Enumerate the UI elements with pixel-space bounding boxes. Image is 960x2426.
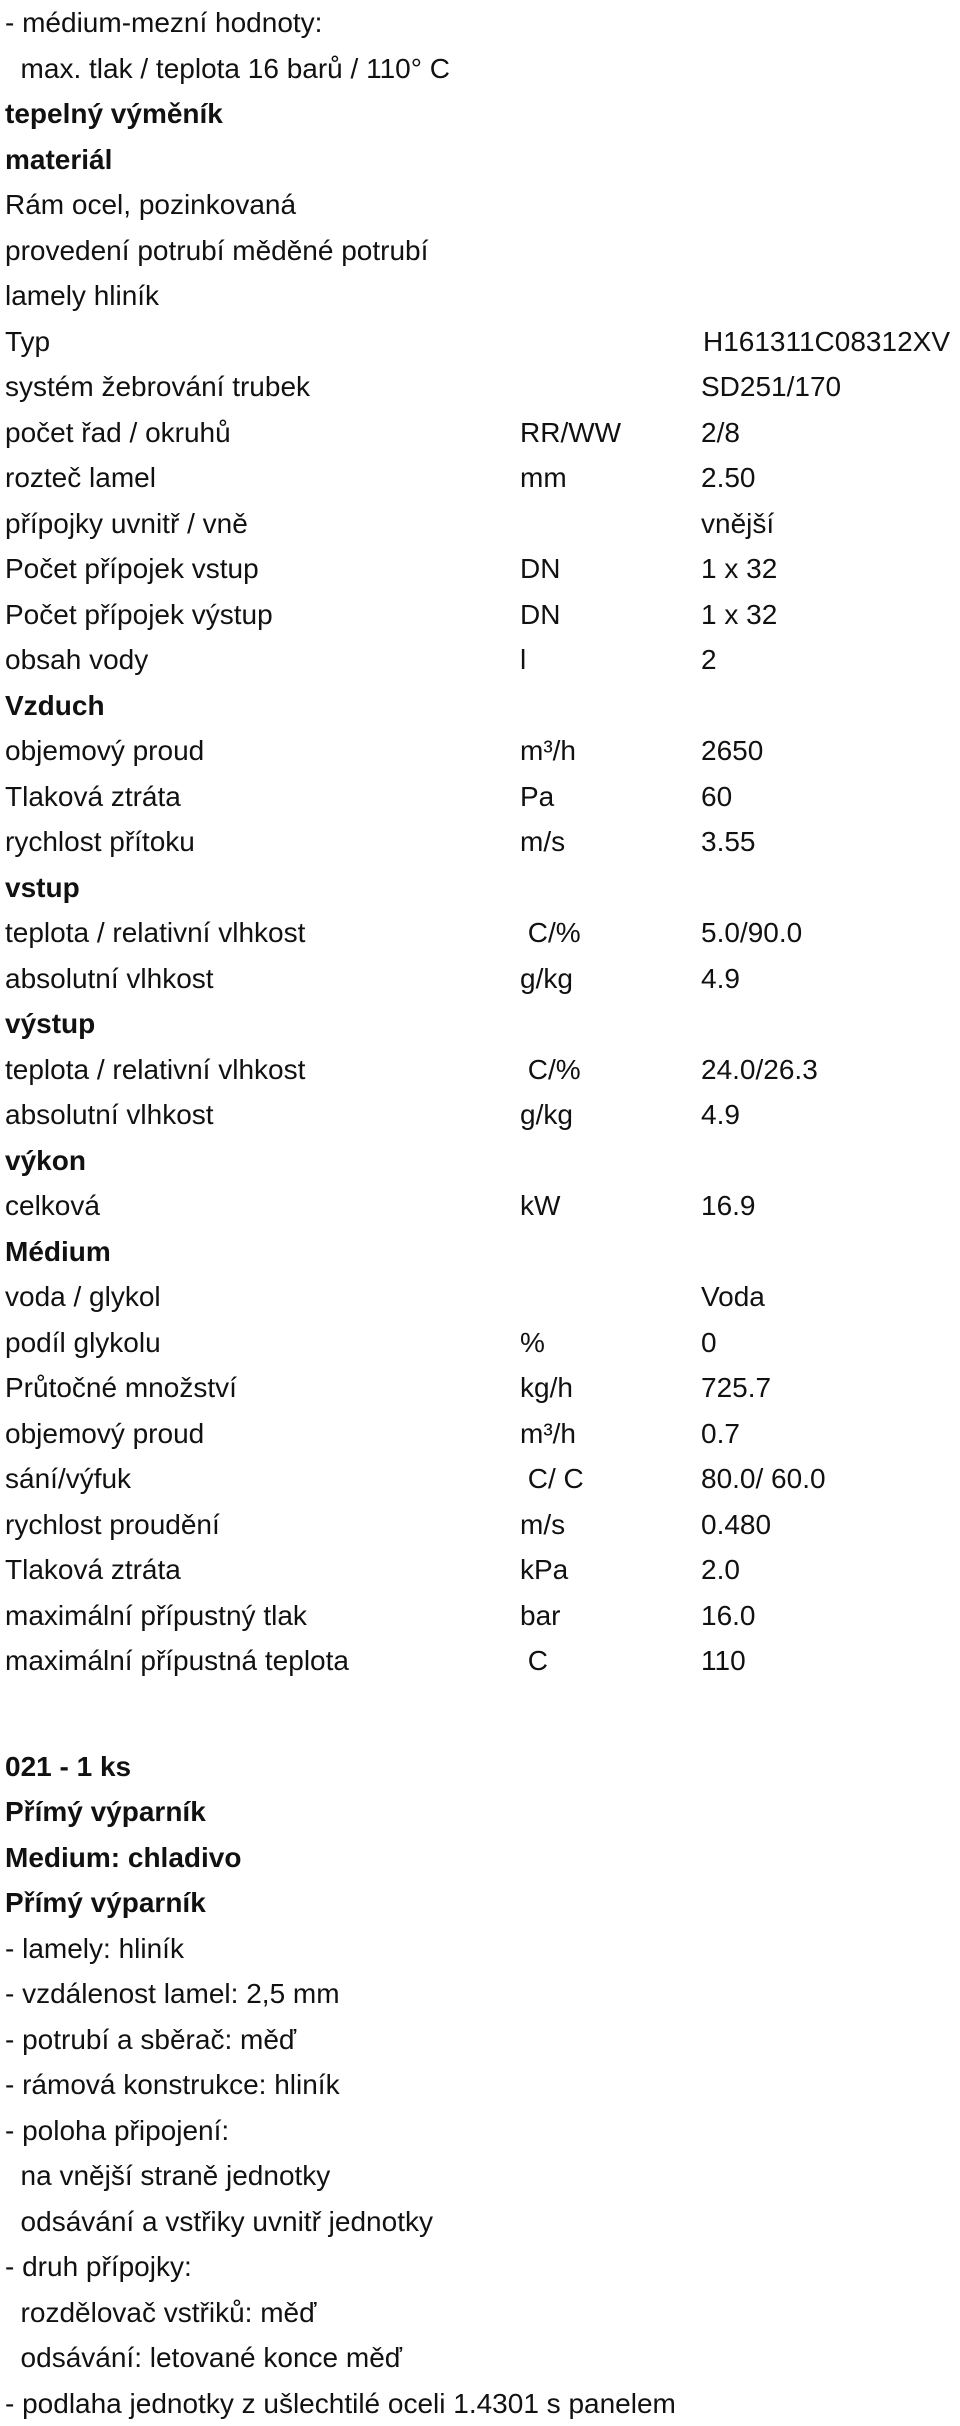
row-label: rychlost přítoku <box>5 819 195 865</box>
table-row <box>5 1638 955 1684</box>
row-value: 4.9 <box>701 1092 740 1138</box>
row-label: objemový proud <box>5 1411 204 1457</box>
row-unit: C <box>520 1638 548 1684</box>
row-unit: DN <box>520 546 560 592</box>
row-label: maximální přípustná teplota <box>5 1638 349 1684</box>
text-line: - lamely: hliník <box>5 1926 955 1972</box>
table-row <box>5 774 955 820</box>
table-row <box>5 1365 955 1411</box>
row-value: 16.0 <box>701 1593 756 1639</box>
row-unit: mm <box>520 455 567 501</box>
row-label: teplota / relativní vlhkost <box>5 1047 305 1093</box>
row-unit: kW <box>520 1183 560 1229</box>
text-line: - vzdálenost lamel: 2,5 mm <box>5 1971 955 2017</box>
row-value: 0 <box>701 1320 717 1366</box>
row-label: Počet přípojek vstup <box>5 546 259 592</box>
row-label: obsah vody <box>5 637 148 683</box>
row-unit: m/s <box>520 819 565 865</box>
row-unit: kPa <box>520 1547 568 1593</box>
row-label: rychlost proudění <box>5 1502 220 1548</box>
table-row <box>5 1092 955 1138</box>
row-unit: C/% <box>520 910 581 956</box>
row-label: vstup <box>5 865 80 911</box>
table-section-row <box>5 683 955 729</box>
section-heading: materiál <box>5 137 955 183</box>
table-section-row <box>5 1229 955 1275</box>
text-line: lamely hliník <box>5 273 955 319</box>
row-value: 2/8 <box>701 410 740 456</box>
table-row <box>5 1411 955 1457</box>
row-value: Voda <box>701 1274 765 1320</box>
row-value: 110 <box>701 1638 746 1684</box>
intro-lines <box>5 0 955 319</box>
table-section-row <box>5 1001 955 1047</box>
row-unit: g/kg <box>520 956 573 1002</box>
table-row <box>5 410 955 456</box>
row-unit: C/% <box>520 1047 581 1093</box>
row-label: systém žebrování trubek <box>5 364 310 410</box>
row-value: 2.0 <box>701 1547 740 1593</box>
document <box>5 0 955 2426</box>
row-unit: l <box>520 637 526 683</box>
row-unit: RR/WW <box>520 410 621 456</box>
row-unit: % <box>520 1320 545 1366</box>
table-row <box>5 1547 955 1593</box>
row-unit: Pa <box>520 774 554 820</box>
row-unit: C/ C <box>520 1456 584 1502</box>
row-unit: bar <box>520 1593 560 1639</box>
text-line: - poloha připojení: <box>5 2108 955 2154</box>
row-value: 80.0/ 60.0 <box>701 1456 826 1502</box>
section-gap <box>5 1684 955 1744</box>
row-label: Typ <box>5 319 50 365</box>
section-heading: tepelný výměník <box>5 91 955 137</box>
row-label: Tlaková ztráta <box>5 774 181 820</box>
text-line: na vnější straně jednotky <box>5 2153 955 2199</box>
evaporator-section <box>5 1744 955 2426</box>
row-value: 2.50 <box>701 455 756 501</box>
row-unit: m/s <box>520 1502 565 1548</box>
section-heading: Přímý výparník <box>5 1789 955 1835</box>
table-row <box>5 319 955 365</box>
row-value: 725.7 <box>701 1365 771 1411</box>
table-row <box>5 501 955 547</box>
row-value: 2 <box>701 637 717 683</box>
table-row <box>5 1047 955 1093</box>
row-label: absolutní vlhkost <box>5 956 214 1002</box>
row-label: výstup <box>5 1001 95 1047</box>
table-row <box>5 364 955 410</box>
row-value: 0.7 <box>701 1411 740 1457</box>
row-label: výkon <box>5 1138 86 1184</box>
table-row <box>5 1183 955 1229</box>
table-row <box>5 956 955 1002</box>
text-line: - médium-mezní hodnoty: <box>5 0 955 46</box>
table-row <box>5 1274 955 1320</box>
text-line: rozdělovač vstřiků: měď <box>5 2290 955 2336</box>
row-value: 1 x 32 <box>701 546 777 592</box>
text-line: - podlaha jednotky z ušlechtilé oceli 1.4301 s panelem <box>5 2381 955 2426</box>
row-label: celková <box>5 1183 100 1229</box>
row-value: 24.0/26.3 <box>701 1047 818 1093</box>
table-row <box>5 592 955 638</box>
row-unit: m³/h <box>520 728 576 774</box>
row-label: absolutní vlhkost <box>5 1092 214 1138</box>
table-row <box>5 910 955 956</box>
row-label: Médium <box>5 1229 111 1275</box>
row-unit: g/kg <box>520 1092 573 1138</box>
row-unit: DN <box>520 592 560 638</box>
section-heading: 021 - 1 ks <box>5 1744 955 1790</box>
row-value: 2650 <box>701 728 763 774</box>
text-line: - druh přípojky: <box>5 2244 955 2290</box>
table-row <box>5 1456 955 1502</box>
table-row <box>5 1320 955 1366</box>
section-heading: Medium: chladivo <box>5 1835 955 1881</box>
row-label: objemový proud <box>5 728 204 774</box>
row-value: H161311C08312XV <box>703 319 950 365</box>
text-line: max. tlak / teplota 16 barů / 110° C <box>5 46 955 92</box>
text-line: Rám ocel, pozinkovaná <box>5 182 955 228</box>
row-label: podíl glykolu <box>5 1320 161 1366</box>
row-label: Počet přípojek výstup <box>5 592 273 638</box>
table-section-row <box>5 865 955 911</box>
table-row <box>5 546 955 592</box>
row-label: teplota / relativní vlhkost <box>5 910 305 956</box>
row-label: voda / glykol <box>5 1274 161 1320</box>
row-value: vnější <box>701 501 774 547</box>
row-unit: m³/h <box>520 1411 576 1457</box>
table-row <box>5 728 955 774</box>
row-value: 3.55 <box>701 819 756 865</box>
row-label: Tlaková ztráta <box>5 1547 181 1593</box>
text-line: - rámová konstrukce: hliník <box>5 2062 955 2108</box>
row-value: 60 <box>701 774 732 820</box>
row-label: sání/výfuk <box>5 1456 131 1502</box>
row-label: Průtočné množství <box>5 1365 237 1411</box>
text-line: odsávání: letované konce měď <box>5 2335 955 2381</box>
section-heading: Přímý výparník <box>5 1880 955 1926</box>
row-value: 5.0/90.0 <box>701 910 802 956</box>
spec-table <box>5 319 955 1684</box>
table-section-row <box>5 1138 955 1184</box>
row-label: přípojky uvnitř / vně <box>5 501 248 547</box>
row-label: Vzduch <box>5 683 105 729</box>
table-row <box>5 1502 955 1548</box>
row-value: 4.9 <box>701 956 740 1002</box>
table-row <box>5 637 955 683</box>
row-value: 16.9 <box>701 1183 756 1229</box>
text-line: odsávání a vstřiky uvnitř jednotky <box>5 2199 955 2245</box>
row-label: rozteč lamel <box>5 455 156 501</box>
table-row <box>5 455 955 501</box>
row-value: SD251/170 <box>701 364 841 410</box>
row-label: maximální přípustný tlak <box>5 1593 307 1639</box>
table-row <box>5 1593 955 1639</box>
text-line: provedení potrubí měděné potrubí <box>5 228 955 274</box>
text-line: - potrubí a sběrač: měď <box>5 2017 955 2063</box>
row-value: 0.480 <box>701 1502 771 1548</box>
row-unit: kg/h <box>520 1365 573 1411</box>
row-value: 1 x 32 <box>701 592 777 638</box>
table-row <box>5 819 955 865</box>
row-label: počet řad / okruhů <box>5 410 231 456</box>
